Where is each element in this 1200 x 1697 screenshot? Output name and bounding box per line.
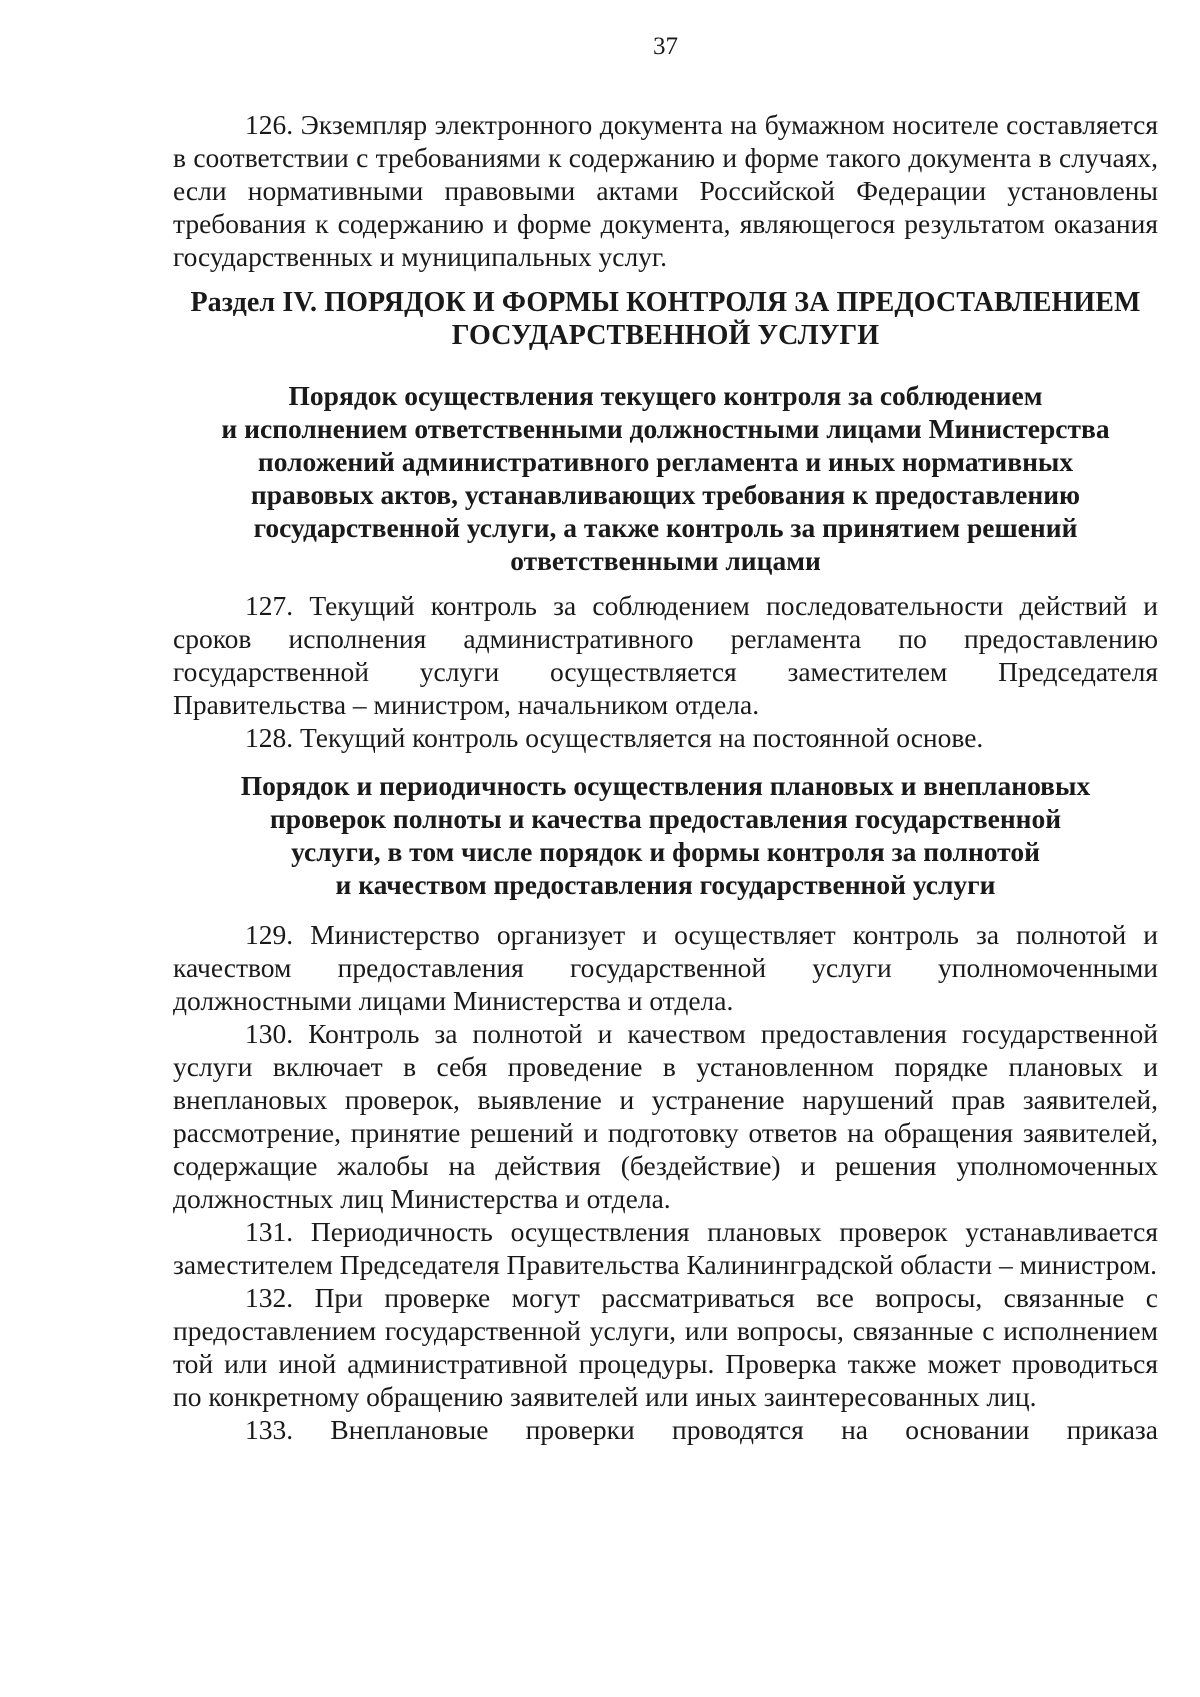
subheading-2-line-4: и качеством предоставления государственной услуги — [335, 869, 996, 900]
paragraph-131: 131. Периодичность осуществления плановых проверок устанавливается заместителем Председателя Правительства Калининградской области – министром. — [173, 1216, 1158, 1280]
section-title-line-2: ГОСУДАРСТВЕННОЙ УСЛУГИ — [451, 320, 880, 351]
subheading-1-line-5: государственной услуги, а также контроль за принятием решений — [253, 512, 1078, 543]
subheading-2-line-1: Порядок и периодичность осуществления плановых и внеплановых — [240, 770, 1091, 801]
page-number: 37 — [653, 33, 678, 60]
paragraph-126: 126. Экземпляр электронного документа на бумажном носителе составляется в соответствии с требованиями к содержанию и форме такого документа в случаях, если нормативными правовыми актами Российской Федерации установлены требования к содержанию и форме документа, являющегося результатом оказания государственных и муниципальных услуг. — [173, 109, 1158, 272]
subheading-1-line-2: и исполнением ответственными должностными лицами Министерства — [221, 413, 1110, 444]
paragraph-128: 128. Текущий контроль осуществляется на постоянной основе. — [245, 722, 984, 753]
subheading-1-line-4: правовых актов, устанавливающих требования к предоставлению — [250, 479, 1081, 510]
subheading-2-line-2: проверок полноты и качества предоставления государственной — [269, 803, 1062, 834]
paragraphs-129-133-block — [173, 918, 1158, 1446]
paragraph-132: 132. При проверке могут рассматриваться все вопросы, связанные с предоставлением государственной услуги, или вопросы, связанные с исполнением той или иной административной процедуры. Проверка также может проводиться по конкретному обращению заявителей или иных заинтересованных лиц. — [173, 1282, 1158, 1412]
paragraph-130: 130. Контроль за полнотой и качеством предоставления государственной услуги включает в себя проведение в установленном порядке плановых и внеплановых проверок, выявление и устранение нарушений прав заявителей, рассмотрение, принятие решений и подготовку ответов на обращения заявителей, содержащие жалобы на действия (бездействие) и решения уполномоченных должностных лиц Министерства и отдела. — [173, 1018, 1158, 1214]
paragraph-126-block — [173, 108, 1158, 273]
paragraph-129: 129. Министерство организует и осуществляет контроль за полнотой и качеством предоставления государственной услуги уполномоченными должностными лицами Министерства и отдела. — [173, 919, 1158, 1016]
subheading-2-line-3: услуги, в том числе порядок и формы контроля за полнотой — [291, 836, 1040, 867]
subheading-current-control — [173, 379, 1158, 577]
subheading-1-line-1: Порядок осуществления текущего контроля за соблюдением — [288, 380, 1043, 411]
subheading-1-line-6: ответственными лицами — [510, 545, 821, 576]
paragraphs-127-128-block — [173, 589, 1158, 754]
section-title — [163, 286, 1168, 352]
section-title-line-1: Раздел IV. ПОРЯДОК И ФОРМЫ КОНТРОЛЯ ЗА ПРЕДОСТАВЛЕНИЕМ — [190, 287, 1141, 318]
paragraph-127: 127. Текущий контроль за соблюдением последовательности действий и сроков исполнения административного регламента по предоставлению государственной услуги осуществляется заместителем Председателя Правительства – министром, начальником отдела. — [173, 590, 1158, 720]
paragraph-133: 133. Внеплановые проверки проводятся на основании приказа — [245, 1414, 1158, 1445]
subheading-1-line-3: положений административного регламента и иных нормативных — [257, 446, 1074, 477]
subheading-periodic-checks — [173, 769, 1158, 901]
